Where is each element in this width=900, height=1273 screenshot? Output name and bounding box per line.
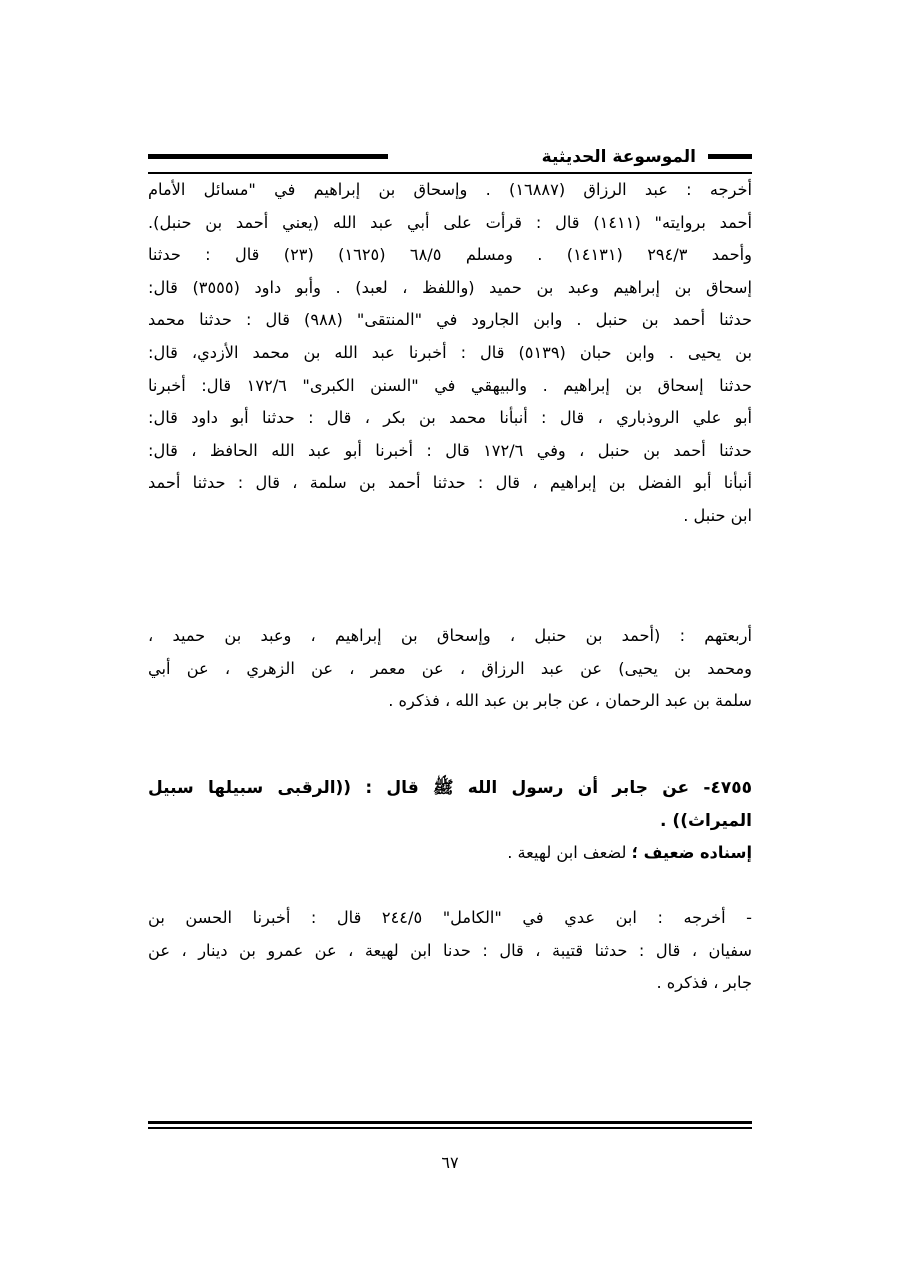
takhrij-paragraph-1 bbox=[148, 174, 752, 533]
text-line: حدثنا أحمد بن حنبل ، وفي ١٧٢/٦ قال : أخبرنا أبو عبد الله الحافظ ، قال: bbox=[148, 440, 752, 460]
isnad-label: إسناده ضعيف ؛ bbox=[631, 843, 752, 863]
isnad-grading bbox=[148, 837, 752, 870]
running-header bbox=[148, 146, 752, 170]
text-line: - أخرجه : ابن عدي في "الكامل" ٢٤٤/٥ قال : أخبرنا الحسن بن bbox=[148, 908, 752, 927]
footer-rule-bottom bbox=[148, 1127, 752, 1129]
hadith-4755 bbox=[148, 772, 752, 870]
hadith-text-line: ٤٧٥٥- عن جابر أن رسول الله ﷺ قال : ((الرقبى سبيلها سبيل bbox=[148, 778, 752, 798]
footer-rule-top bbox=[148, 1121, 752, 1124]
text-line: جابر ، فذكره . bbox=[656, 973, 752, 993]
text-line: حدثنا أحمد بن حنبل . وابن الجارود في "المنتقى" (٩٨٨) قال : حدثنا محمد bbox=[148, 310, 752, 330]
header-rule-right bbox=[708, 154, 752, 159]
text-line: سفيان ، قال : حدثنا قتيبة ، قال : حدنا ابن لهيعة ، عن عمرو بن دينار ، عن bbox=[148, 940, 752, 960]
takhrij-paragraph-2 bbox=[148, 902, 752, 1000]
text-line: أنبأنا أبو الفضل بن إبراهيم ، قال : حدثنا أحمد بن سلمة ، قال : حدثنا أحمد bbox=[148, 473, 752, 493]
text-line: أبو علي الروذباري ، قال : أنبأنا محمد بن بكر ، قال : حدثنا أبو داود قال: bbox=[148, 408, 752, 428]
text-line: ومحمد بن يحيى) عن عبد الرزاق ، عن معمر ، عن الزهري ، عن أبي bbox=[148, 658, 752, 678]
page-number: ٦٧ bbox=[441, 1153, 459, 1172]
text-line: أحمد بروايته" (١٤١١) قال : قرأت على أبي عبد الله (يعني أحمد بن حنبل). bbox=[148, 212, 752, 232]
text-line: إسحاق بن إبراهيم وعبد بن حميد (واللفظ ، لعبد) . وأبو داود (٣٥٥٥) قال: bbox=[148, 277, 752, 297]
text-line: سلمة بن عبد الرحمان ، عن جابر بن عبد الله ، فذكره . bbox=[388, 691, 752, 711]
text-line: حدثنا إسحاق بن إبراهيم . والبيهقي في "السنن الكبرى" ١٧٢/٦ قال: أخبرنا bbox=[148, 375, 752, 395]
text-line: وأحمد ٢٩٤/٣ (١٤١٣١) . ومسلم ٦٨/٥ (١٦٢٥) (٢٣) قال : حدثنا bbox=[148, 245, 752, 265]
header-rule-left bbox=[148, 154, 388, 159]
hadith-text-line: الميراث)) . bbox=[660, 810, 752, 831]
running-header-title: الموسوعة الحديثية bbox=[541, 147, 696, 167]
text-line: ابن حنبل . bbox=[683, 505, 752, 525]
text-line: بن يحيى . وابن حبان (٥١٣٩) قال : أخبرنا عبد الله بن محمد الأزدي، قال: bbox=[148, 342, 752, 362]
text-line: أربعتهم : (أحمد بن حنبل ، وإسحاق بن إبراهيم ، وعبد بن حميد ، bbox=[148, 626, 752, 645]
narrators-paragraph bbox=[148, 620, 752, 718]
text-line: أخرجه : عبد الرزاق (١٦٨٨٧) . وإسحاق بن إبراهيم في "مسائل الأمام bbox=[148, 180, 752, 199]
isnad-reason: لضعف ابن لهيعة . bbox=[507, 843, 627, 863]
